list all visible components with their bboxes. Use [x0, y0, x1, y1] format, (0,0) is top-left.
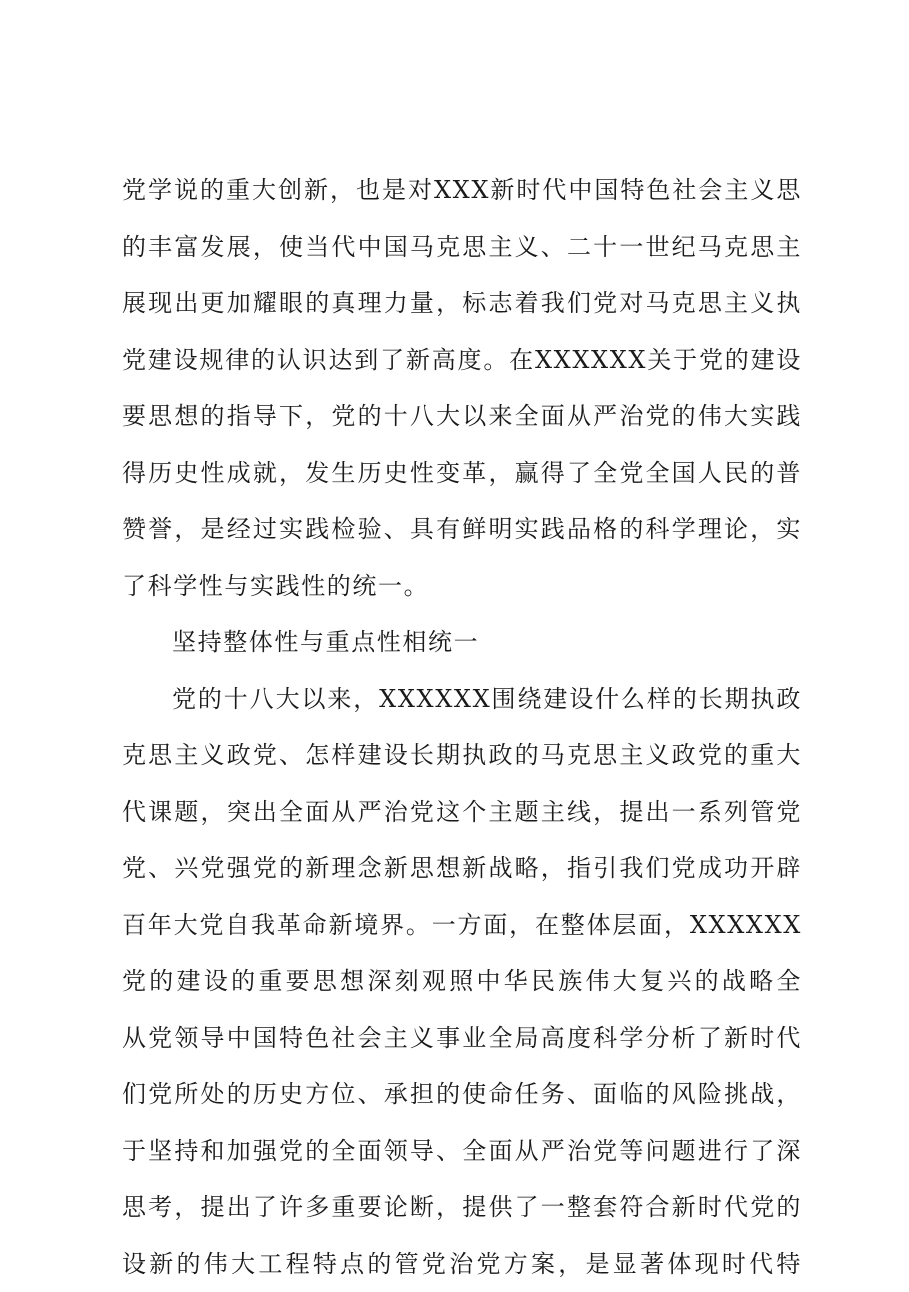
text-line: 党、兴党强党的新理念新思想新战略，指引我们党成功开辟: [122, 840, 802, 897]
text-line: 设新的伟大工程特点的管党治党方案，是显著体现时代特: [122, 1236, 802, 1292]
document-body: [122, 162, 802, 1292]
text-line: 于坚持和加强党的全面领导、全面从严治党等问题进行了深: [122, 1123, 802, 1180]
text-line: 赞誉，是经过实践检验、具有鲜明实践品格的科学理论，实: [122, 501, 802, 558]
paragraph: [122, 671, 802, 1292]
text-line: 从党领导中国特色社会主义事业全局高度科学分析了新时代: [122, 1010, 802, 1067]
text-line: 克思主义政党、怎样建设长期执政的马克思主义政党的重大: [122, 727, 802, 784]
text-line: 党的十八大以来，XXXXXX围绕建设什么样的长期执政: [122, 671, 802, 728]
paragraph: [122, 162, 802, 614]
text-line: 们党所处的历史方位、承担的使命任务、面临的风险挑战，: [122, 1066, 802, 1123]
text-line: 思考，提出了许多重要论断，提供了一整套符合新时代党的: [122, 1179, 802, 1236]
text-line: 党的建设的重要思想深刻观照中华民族伟大复兴的战略全: [122, 953, 802, 1010]
text-line: 坚持整体性与重点性相统一: [122, 614, 802, 671]
text-line: 的丰富发展，使当代中国马克思主义、二十一世纪马克思主: [122, 219, 802, 276]
text-line: 党学说的重大创新，也是对XXX新时代中国特色社会主义思: [122, 162, 802, 219]
section-heading: [122, 614, 802, 671]
text-line: 代课题，突出全面从严治党这个主题主线，提出一系列管党: [122, 784, 802, 841]
text-line: 得历史性成就，发生历史性变革，赢得了全党全国人民的普: [122, 445, 802, 502]
text-line: 了科学性与实践性的统一。: [122, 558, 802, 615]
text-line: 百年大党自我革命新境界。一方面，在整体层面，XXXXXX: [122, 897, 802, 954]
text-line: 要思想的指导下，党的十八大以来全面从严治党的伟大实践: [122, 388, 802, 445]
text-line: 党建设规律的认识达到了新高度。在XXXXXX关于党的建设: [122, 332, 802, 389]
text-line: 展现出更加耀眼的真理力量，标志着我们党对马克思主义执: [122, 275, 802, 332]
